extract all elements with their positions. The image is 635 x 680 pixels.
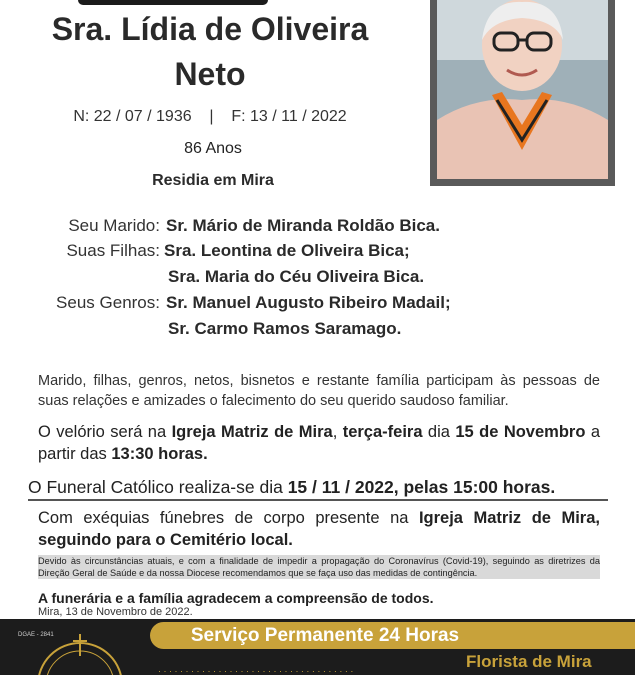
deceased-name-line2: Neto xyxy=(174,56,246,92)
portrait-photo xyxy=(430,0,615,186)
deceased-name-line1: Sra. Lídia de Oliveira xyxy=(51,11,369,47)
exequias-pre: Com exéquias fúnebres de corpo presente na xyxy=(38,509,419,527)
top-decor-band xyxy=(78,0,268,5)
wake-day: terça-feira xyxy=(342,423,423,441)
thanks-text: A funerária e a família agradecem a compreensão de todos. xyxy=(38,590,434,606)
wake-time: 13:30 horas. xyxy=(111,445,208,463)
family-son-in-law-2: Sr. Carmo Ramos Saramago. xyxy=(168,319,402,338)
funeral-pre: O Funeral Católico realiza-se dia xyxy=(28,477,288,497)
family-husband: Sr. Mário de Miranda Roldão Bica. xyxy=(166,216,440,235)
family-label-sons-in-law: Seus Genros: xyxy=(56,293,160,312)
exequias-text xyxy=(38,507,600,551)
wake-mid3: a partir das xyxy=(38,423,601,463)
residence: Residia em Mira xyxy=(152,172,274,189)
wake-mid: , xyxy=(332,423,343,441)
funeral-underline xyxy=(28,499,608,501)
florist-label: Florista de Mira xyxy=(466,652,592,671)
covid-notice: Devido às circunstâncias atuais, e com a finalidade de impedir a propagação do Coronavírus (Covid-19), seguindo as diretrizes da Direção Geral de Saúde e da nossa Diocese recomendamos que se faça uso das medidas de contingência. xyxy=(38,556,600,578)
license-code: DGAE - 2841 xyxy=(18,632,54,638)
exequias-place: Igreja Matriz de Mira xyxy=(418,509,596,527)
family-label-daughters: Suas Filhas: xyxy=(66,241,160,260)
family-label-husband: Seu Marido: xyxy=(68,216,160,235)
service-banner xyxy=(150,622,635,649)
birth-death-dates: N: 22 / 07 / 1936 | F: 13 / 11 / 2022 xyxy=(73,108,347,125)
age: 86 Anos xyxy=(184,140,242,157)
wake-mid2: dia xyxy=(422,423,456,441)
family-list xyxy=(0,214,635,344)
funeral-datetime: 15 / 11 / 2022, pelas 15:00 horas. xyxy=(287,477,556,497)
place-date: Mira, 13 de Novembro de 2022. xyxy=(38,606,193,618)
footer-partial-text: · · · · · · · · · · · · · · · · · · · · · · · · · · · · · · · · · · · · xyxy=(158,666,354,676)
portrait-image xyxy=(437,0,608,179)
family-daughter-1: Sra. Leontina de Oliveira Bica; xyxy=(164,241,410,260)
participation-text: Marido, filhas, genros, netos, bisnetos e restante família participam às pessoas de suas relações e amizades o falecimento do seu querido saudoso familiar. xyxy=(38,373,600,409)
funeral-line xyxy=(28,477,608,498)
wake-place: Igreja Matriz de Mira xyxy=(171,423,333,441)
wake-pre: O velório será na xyxy=(38,423,172,441)
family-son-in-law-1: Sr. Manuel Augusto Ribeiro Madail; xyxy=(166,293,451,312)
wake-text xyxy=(38,421,600,465)
service-label: Serviço Permanente 24 Horas xyxy=(190,625,460,646)
funeral-home-logo xyxy=(25,630,135,680)
exequias-rest: , seguindo para o Cemitério local. xyxy=(38,509,600,549)
wake-date: 15 de Novembro xyxy=(455,423,586,441)
family-daughter-2: Sra. Maria do Céu Oliveira Bica. xyxy=(168,267,425,286)
